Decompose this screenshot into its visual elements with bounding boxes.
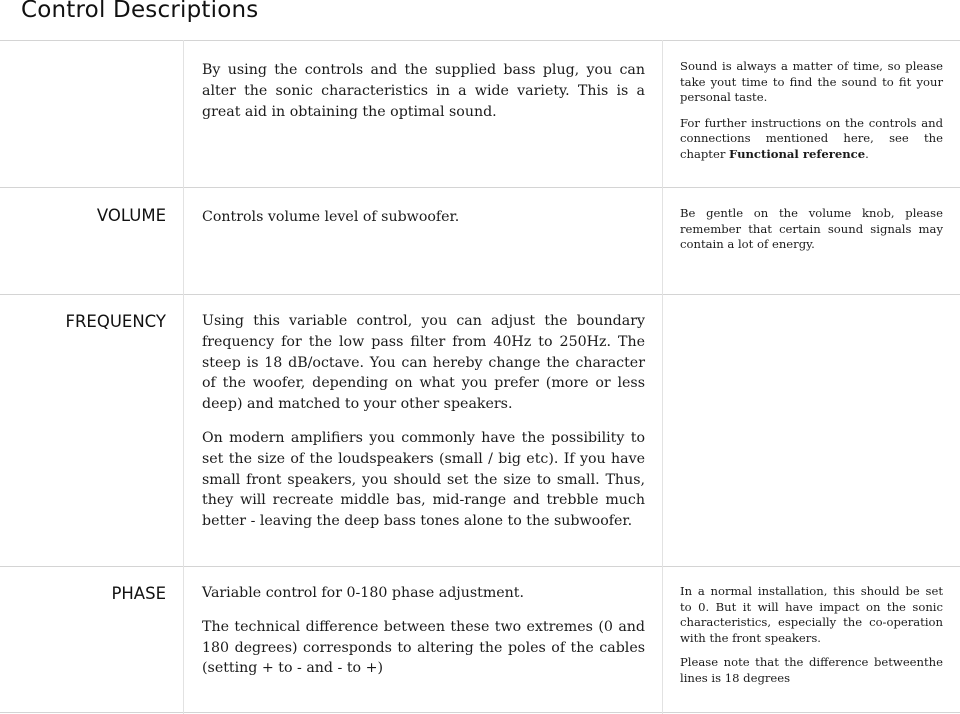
intro-main: By using the controls and the supplied bass plug, you can alter the sonic characteristics in a wide variety. This is a great aid in obtaining the optimal sound. xyxy=(202,62,645,120)
phase-main-1: Variable control for 0-180 phase adjustment. xyxy=(202,585,525,601)
column-divider xyxy=(183,40,184,714)
volume-note: Be gentle on the volume knob, please remember that certain sound signals may contain a lot of energy. xyxy=(680,206,943,252)
volume-notes xyxy=(680,206,943,253)
intro-note-2 xyxy=(680,116,943,163)
intro-note-1: Sound is always a matter of time, so please take yout time to find the sound to fit your personal taste. xyxy=(680,59,943,105)
volume-main: Controls volume level of subwoofer. xyxy=(202,209,460,225)
intro-text xyxy=(202,60,645,122)
phase-notes xyxy=(680,584,943,687)
frequency-description xyxy=(202,311,645,532)
phase-note-2: Please note that the difference betweenthe lines is 18 degrees xyxy=(680,655,943,685)
column-divider xyxy=(662,40,663,714)
intro-notes xyxy=(680,59,943,163)
divider xyxy=(0,294,960,295)
divider xyxy=(0,566,960,567)
page-title: Control Descriptions xyxy=(21,0,259,23)
divider xyxy=(0,712,960,713)
intro-note-2-end: . xyxy=(865,146,869,161)
frequency-label: FREQUENCY xyxy=(65,312,166,331)
divider xyxy=(0,187,960,188)
volume-description xyxy=(202,207,645,228)
phase-main-2: The technical difference between these two extremes (0 and 180 degrees) corresponds to altering the poles of the cables (setting + to - and - to +) xyxy=(202,618,645,677)
frequency-main-2: On modern amplifiers you commonly have the possibility to set the size of the loudspeakers (small / big etc). If you have small front speakers, you should set the size to small. Thus, they will recreate middle bas, mid-range and trebble much better - leaving the deep bass tones alone to the subwoofer. xyxy=(202,429,645,530)
functional-reference-link: Functional reference xyxy=(729,146,866,161)
divider xyxy=(0,40,960,41)
phase-note-1: In a normal installation, this should be set to 0. But it will have impact on the sonic characteristics, especially the co-operation with the front speakers. xyxy=(680,584,943,645)
frequency-main-1: Using this variable control, you can adjust the boundary frequency for the low pass filter from 40Hz to 250Hz. The steep is 18 dB/octave. You can hereby change the character of the woofer, depending on what you prefer (more or less deep) and matched to your other speakers. xyxy=(202,313,645,413)
volume-label: VOLUME xyxy=(96,206,166,225)
intro-note-2-text: For further instructions on the controls and connections mentioned here, see the chapter xyxy=(680,115,943,161)
phase-label: PHASE xyxy=(111,584,166,603)
phase-description xyxy=(202,583,645,679)
